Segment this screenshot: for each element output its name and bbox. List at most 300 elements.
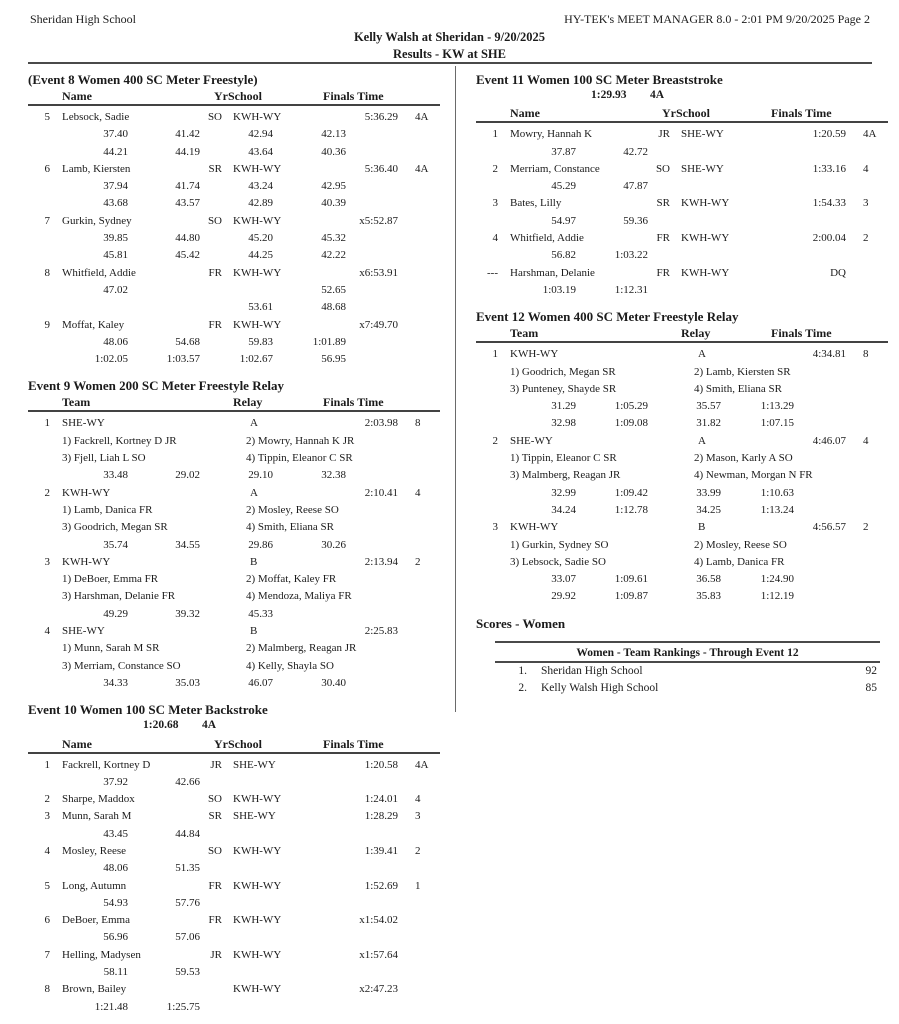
splits-row	[28, 351, 440, 368]
rank: 7	[44, 214, 50, 227]
split-time: 29.86	[248, 538, 273, 551]
swimmer-school: KWH-WY	[233, 162, 282, 175]
rank: 5	[44, 879, 50, 892]
points: 3	[415, 810, 421, 823]
swimmer-name: Long, Autumn	[62, 879, 127, 892]
header-name-or-team: Team	[62, 395, 91, 410]
swimmer-year: SR	[208, 162, 222, 175]
split-time: 42.66	[175, 775, 200, 788]
split-time: 35.03	[175, 676, 200, 689]
split-time: 1:01.89	[312, 335, 346, 348]
relay-team: KWH-WY	[510, 348, 559, 361]
split-time: 42.94	[248, 128, 273, 141]
swimmer-name: Merriam, Constance	[510, 162, 600, 175]
rank: 8	[44, 983, 50, 996]
rank: 7	[44, 948, 50, 961]
header-yrschool-or-relay: YrSchool	[214, 736, 262, 751]
relay-letter: A	[250, 486, 258, 499]
splits-row	[28, 334, 440, 351]
split-time: 47.87	[623, 180, 648, 193]
individual-result-row	[476, 161, 888, 178]
header-yrschool-or-relay: Relay	[681, 326, 711, 341]
swimmer-school: KWH-WY	[681, 266, 730, 279]
meet-title: Kelly Walsh at Sheridan - 9/20/2025	[353, 30, 546, 44]
finals-time: x1:54.02	[359, 914, 398, 927]
finals-time: 1:33.16	[812, 162, 846, 175]
team-rank: 2.	[518, 682, 527, 695]
swimmer-school: KWH-WY	[233, 914, 282, 927]
splits-row	[28, 195, 440, 212]
swimmer-name: Helling, Madysen	[62, 948, 141, 961]
split-time: 42.22	[321, 249, 346, 262]
swimmer-name: Brown, Bailey	[62, 983, 127, 996]
individual-result-row	[476, 265, 888, 282]
split-time: 52.65	[321, 283, 346, 296]
finals-time: 1:52.69	[364, 879, 398, 892]
splits-row	[28, 774, 440, 791]
split-time: 56.82	[551, 249, 576, 262]
finals-time: x5:52.87	[359, 214, 398, 227]
column-headers	[28, 89, 440, 106]
swimmer-name: Mowry, Hannah K	[510, 128, 593, 141]
relay-swimmers-row	[28, 433, 440, 450]
team-rankings-rows	[495, 663, 880, 698]
split-time: 1:03.57	[166, 353, 200, 366]
swimmer-name: Gurkin, Sydney	[62, 214, 132, 227]
swimmer-school: SHE-WY	[233, 758, 276, 771]
split-time: 44.25	[248, 249, 273, 262]
points: 2	[415, 844, 421, 857]
relay-letter: B	[698, 521, 706, 534]
header-yrschool-or-relay: Relay	[233, 395, 263, 410]
relay-swimmer: 4) Smith, Eliana SR	[246, 521, 334, 534]
relay-swimmers-row	[28, 502, 440, 519]
split-time: 37.92	[103, 775, 128, 788]
split-time: 1:10.63	[760, 486, 794, 499]
relay-letter: B	[250, 555, 258, 568]
swimmer-name: Sharpe, Maddox	[62, 793, 135, 806]
relay-swimmer: 3) Harshman, Delanie FR	[62, 590, 176, 603]
split-time: 32.98	[551, 417, 576, 430]
rank: 4	[44, 844, 50, 857]
rank: 4	[492, 232, 498, 245]
column-headers	[476, 106, 888, 123]
right-column	[455, 66, 899, 712]
qualifying-standard-code: 4A	[650, 89, 665, 101]
swimmer-year: FR	[208, 914, 222, 927]
finals-time: 1:54.33	[812, 197, 846, 210]
split-time: 34.55	[175, 538, 200, 551]
header-name-or-team: Name	[62, 89, 92, 103]
relay-swimmer: 1) Munn, Sarah M SR	[62, 642, 160, 655]
relay-letter: A	[698, 348, 706, 361]
split-time: 31.82	[696, 417, 721, 430]
relay-swimmer: 1) Gurkin, Sydney SO	[510, 538, 609, 551]
individual-result-row	[476, 195, 888, 212]
swimmer-school: KWH-WY	[233, 793, 282, 806]
relay-swimmer: 4) Newman, Morgan N FR	[694, 469, 813, 482]
split-time: 54.68	[175, 335, 200, 348]
rank: 2	[44, 793, 50, 806]
split-time: 53.61	[248, 301, 273, 314]
swimmer-school: SHE-WY	[233, 810, 276, 823]
relay-swimmers-row	[476, 381, 888, 398]
rank: 1	[44, 417, 50, 430]
splits-row	[28, 675, 440, 692]
swimmer-school: KWH-WY	[233, 879, 282, 892]
splits-row	[476, 178, 888, 195]
finals-time: 5:36.40	[364, 162, 398, 175]
scores-heading: Scores - Women	[476, 615, 566, 631]
individual-result-row	[28, 265, 440, 282]
individual-result-row	[476, 230, 888, 247]
split-time: 48.06	[103, 862, 128, 875]
points: 4A	[415, 758, 429, 771]
split-time: 45.20	[248, 232, 273, 245]
splits-row	[476, 247, 888, 264]
splits-row	[476, 485, 888, 502]
splits-row	[476, 282, 888, 299]
swimmer-name: Lamb, Kiersten	[62, 162, 131, 175]
splits-row	[476, 398, 888, 415]
split-time: 44.80	[175, 232, 200, 245]
splits-row	[476, 571, 888, 588]
split-time: 45.29	[551, 180, 576, 193]
split-time: 51.35	[175, 862, 200, 875]
swimmer-year: FR	[208, 879, 222, 892]
split-time: 48.06	[103, 335, 128, 348]
split-time: 1:25.75	[166, 1000, 200, 1013]
split-time: 35.83	[696, 590, 721, 603]
relay-swimmer: 3) Goodrich, Megan SR	[62, 521, 168, 534]
relay-result-row	[28, 415, 440, 432]
splits-row	[28, 860, 440, 877]
split-time: 42.89	[248, 197, 273, 210]
split-time: 1:13.29	[760, 400, 794, 413]
splits-row	[476, 213, 888, 230]
points: 3	[863, 197, 869, 210]
split-time: 1:09.87	[614, 590, 648, 603]
finals-time: 1:20.59	[812, 128, 846, 141]
swimmer-name: Munn, Sarah M	[62, 810, 132, 823]
team-ranking-row	[495, 680, 880, 698]
finals-time: 2:13.94	[364, 555, 398, 568]
split-time: 57.06	[175, 931, 200, 944]
left-column	[0, 66, 455, 1024]
split-time: 42.13	[321, 128, 346, 141]
swimmer-school: KWH-WY	[233, 983, 282, 996]
split-time: 1:21.48	[94, 1000, 128, 1013]
relay-team: KWH-WY	[510, 521, 559, 534]
points: 4A	[415, 162, 429, 175]
team-rankings-title: Women - Team Rankings - Through Event 12	[495, 645, 880, 663]
split-time: 44.21	[103, 145, 128, 158]
swimmer-name: Harshman, Delanie	[510, 266, 595, 279]
splits-row	[28, 999, 440, 1016]
split-time: 42.72	[623, 145, 648, 158]
rank: 3	[44, 810, 50, 823]
relay-team: KWH-WY	[62, 555, 111, 568]
finals-time: 5:36.29	[364, 111, 398, 123]
finals-time: 4:46.07	[812, 434, 846, 447]
swimmer-name: Moffat, Kaley	[62, 318, 125, 331]
split-time: 41.74	[175, 180, 200, 193]
split-time: 1:09.08	[614, 417, 648, 430]
split-time: 30.40	[321, 676, 346, 689]
finals-time: 2:10.41	[364, 486, 398, 499]
split-time: 1:09.42	[614, 486, 648, 499]
qualifying-standard-row	[28, 719, 442, 736]
relay-team: SHE-WY	[62, 625, 105, 638]
qualifying-standard-code: 4A	[202, 719, 217, 732]
split-time: 45.32	[321, 232, 346, 245]
swimmer-school: KWH-WY	[233, 948, 282, 961]
split-time: 32.99	[551, 486, 576, 499]
split-time: 44.84	[175, 827, 200, 840]
swimmer-school: KWH-WY	[681, 232, 730, 245]
split-time: 34.25	[696, 503, 721, 516]
header-rule	[28, 62, 872, 64]
split-time: 45.33	[248, 607, 273, 620]
individual-result-row	[28, 912, 440, 929]
split-time: 56.96	[103, 931, 128, 944]
finals-time: 2:00.04	[812, 232, 846, 245]
split-time: 33.99	[696, 486, 721, 499]
finals-time: 1:28.29	[364, 810, 398, 823]
team-rankings-table	[495, 641, 880, 698]
points: 4	[863, 162, 869, 175]
splits-row	[28, 467, 440, 484]
split-time: 42.95	[321, 180, 346, 193]
split-time: 1:13.24	[760, 503, 794, 516]
splits-row	[28, 126, 440, 143]
swimmer-year: FR	[208, 266, 222, 279]
swimmer-name: Bates, Lilly	[510, 197, 562, 210]
event-section	[28, 376, 442, 692]
relay-result-row	[28, 623, 440, 640]
relay-swimmer: 3) Merriam, Constance SO	[62, 659, 181, 672]
split-time: 1:07.15	[760, 417, 794, 430]
split-time: 47.02	[103, 283, 128, 296]
split-time: 34.24	[551, 503, 576, 516]
results-subtitle: Results - KW at SHE	[393, 47, 506, 61]
swimmer-year: JR	[658, 128, 670, 141]
split-time: 37.40	[103, 128, 128, 141]
qualifying-standard-row	[476, 89, 890, 106]
rank: 2	[492, 434, 498, 447]
event-title: Event 10 Women 100 SC Meter Backstroke	[28, 702, 268, 718]
header-finals-time: Finals Time	[323, 89, 384, 103]
header-yrschool-or-relay: YrSchool	[214, 89, 262, 103]
swimmer-year: SR	[656, 197, 670, 210]
individual-result-row	[28, 213, 440, 230]
swimmer-year: JR	[210, 948, 222, 961]
event-section	[28, 70, 442, 368]
swimmer-school: KWH-WY	[233, 111, 282, 123]
relay-swimmer: 4) Tippin, Eleanor C SR	[246, 452, 353, 465]
software-page-info: HY-TEK's MEET MANAGER 8.0 - 2:01 PM 9/20/2025 Page 2	[564, 12, 870, 26]
relay-swimmers-row	[28, 519, 440, 536]
relay-swimmer: 1) Lamb, Danica FR	[62, 503, 153, 516]
split-time: 46.07	[248, 676, 273, 689]
split-time: 1:12.19	[760, 590, 794, 603]
rank: 2	[492, 162, 498, 175]
rank: 6	[44, 914, 50, 927]
rank: 4	[44, 625, 50, 638]
relay-result-row	[28, 554, 440, 571]
split-time: 39.85	[103, 232, 128, 245]
splits-row	[476, 502, 888, 519]
swimmer-year: SR	[208, 810, 222, 823]
swimmer-year: SO	[207, 214, 222, 227]
split-time: 56.95	[321, 353, 346, 366]
splits-row	[28, 537, 440, 554]
split-time: 54.93	[103, 896, 128, 909]
relay-swimmer: 1) Fackrell, Kortney D JR	[62, 434, 177, 447]
team-name: Sheridan High School	[541, 664, 643, 677]
split-time: 45.42	[175, 249, 200, 262]
swimmer-year: SO	[207, 844, 222, 857]
relay-swimmer: 1) Goodrich, Megan SR	[510, 365, 616, 378]
split-time: 49.29	[103, 607, 128, 620]
event-section	[476, 70, 890, 299]
swimmer-name: Whitfield, Addie	[510, 232, 584, 245]
split-time: 40.36	[321, 145, 346, 158]
relay-swimmer: 3) Malmberg, Reagan JR	[510, 469, 621, 482]
relay-result-row	[476, 519, 888, 536]
splits-row	[28, 230, 440, 247]
finals-time: 2:25.83	[364, 625, 398, 638]
split-time: 39.32	[175, 607, 200, 620]
rank: 9	[44, 318, 50, 331]
points: 2	[863, 232, 869, 245]
split-time: 36.58	[696, 573, 721, 586]
finals-time: x2:47.23	[359, 983, 398, 996]
individual-result-row	[28, 843, 440, 860]
split-time: 29.10	[248, 469, 273, 482]
header-finals-time: Finals Time	[771, 106, 832, 121]
swimmer-year: FR	[208, 318, 222, 331]
header-yrschool-or-relay: YrSchool	[662, 106, 710, 121]
swimmer-year: FR	[656, 266, 670, 279]
splits-row	[28, 282, 440, 299]
split-time: 43.64	[248, 145, 273, 158]
event-title: (Event 8 Women 400 SC Meter Freestyle)	[28, 72, 258, 87]
rank: 1	[492, 348, 498, 361]
splits-row	[28, 144, 440, 161]
points: 1	[415, 879, 421, 892]
relay-result-row	[476, 346, 888, 363]
swimmer-name: Whitfield, Addie	[62, 266, 136, 279]
relay-swimmers-row	[28, 450, 440, 467]
finals-time: DQ	[830, 266, 846, 279]
splits-row	[28, 606, 440, 623]
relay-swimmer: 1) Tippin, Eleanor C SR	[510, 452, 617, 465]
header-name-or-team: Name	[510, 106, 540, 121]
relay-swimmers-row	[476, 364, 888, 381]
split-time: 29.92	[551, 590, 576, 603]
split-time: 37.87	[551, 145, 576, 158]
header-finals-time: Finals Time	[323, 395, 384, 410]
splits-row	[476, 415, 888, 432]
split-time: 57.76	[175, 896, 200, 909]
relay-swimmers-row	[28, 588, 440, 605]
split-time: 1:12.31	[614, 283, 648, 296]
swimmer-school: SHE-WY	[681, 128, 724, 141]
swimmer-year: SO	[207, 111, 222, 123]
split-time: 1:12.78	[614, 503, 648, 516]
qualifying-time: 1:20.68	[143, 719, 179, 732]
relay-team: KWH-WY	[62, 486, 111, 499]
split-time: 54.97	[551, 214, 576, 227]
relay-swimmers-row	[28, 640, 440, 657]
swimmer-year: SO	[207, 793, 222, 806]
splits-row	[28, 895, 440, 912]
rank: 5	[44, 111, 50, 123]
relay-swimmers-row	[28, 658, 440, 675]
relay-swimmers-row	[476, 467, 888, 484]
swimmer-year: FR	[656, 232, 670, 245]
points: 4A	[415, 111, 429, 123]
split-time: 29.02	[175, 469, 200, 482]
relay-swimmer: 2) Mosley, Reese SO	[694, 538, 787, 551]
split-time: 1:09.61	[614, 573, 648, 586]
split-time: 43.45	[103, 827, 128, 840]
swimmer-name: Fackrell, Kortney D	[62, 758, 151, 771]
relay-swimmers-row	[476, 554, 888, 571]
swimmer-school: KWH-WY	[233, 266, 282, 279]
split-time: 35.57	[696, 400, 721, 413]
relay-swimmers-row	[476, 450, 888, 467]
event-title: Event 11 Women 100 SC Meter Breaststroke	[476, 72, 723, 87]
swimmer-name: DeBoer, Emma	[62, 914, 130, 927]
split-time: 34.33	[103, 676, 128, 689]
split-time: 45.81	[103, 249, 128, 262]
individual-result-row	[28, 947, 440, 964]
swimmer-name: Lebsock, Sadie	[62, 111, 130, 123]
split-time: 43.57	[175, 197, 200, 210]
relay-swimmer: 4) Kelly, Shayla SO	[246, 659, 334, 672]
relay-letter: A	[250, 417, 258, 430]
swimmer-year: JR	[210, 758, 222, 771]
finals-time: x6:53.91	[359, 266, 398, 279]
rank: 3	[44, 555, 50, 568]
individual-result-row	[28, 878, 440, 895]
event-title: Event 12 Women 400 SC Meter Freestyle Relay	[476, 309, 739, 325]
split-time: 30.26	[321, 538, 346, 551]
team-name: Kelly Walsh High School	[541, 682, 659, 695]
individual-result-row	[28, 757, 440, 774]
relay-swimmer: 2) Moffat, Kaley FR	[246, 573, 337, 586]
finals-time: x7:49.70	[359, 318, 398, 331]
finals-time: 1:20.58	[364, 758, 398, 771]
splits-row	[476, 144, 888, 161]
points: 8	[863, 348, 869, 361]
team-ranking-row	[495, 663, 880, 681]
relay-swimmers-row	[476, 537, 888, 554]
header-name-or-team: Name	[62, 736, 92, 751]
splits-row	[476, 588, 888, 605]
individual-result-row	[28, 161, 440, 178]
split-time: 32.38	[321, 469, 346, 482]
finals-time: 1:24.01	[364, 793, 398, 806]
points: 8	[415, 417, 421, 430]
split-time: 59.36	[623, 214, 648, 227]
relay-swimmer: 2) Lamb, Kiersten SR	[694, 365, 791, 378]
swimmer-school: KWH-WY	[233, 318, 282, 331]
split-time: 37.94	[103, 180, 128, 193]
swimmer-school: SHE-WY	[681, 162, 724, 175]
